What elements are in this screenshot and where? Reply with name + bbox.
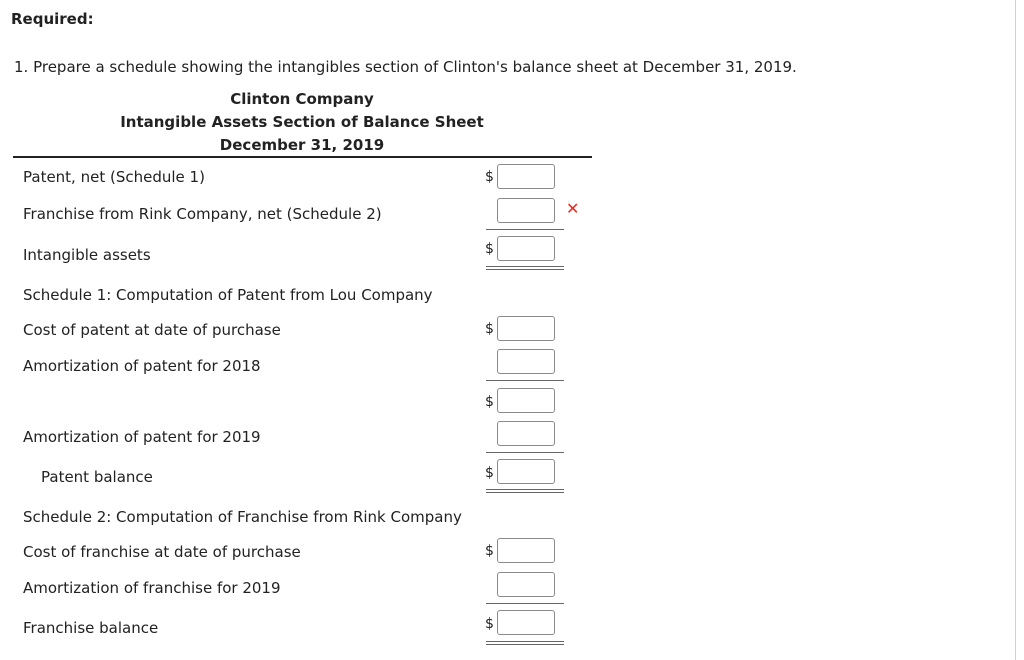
subtotal-line — [486, 603, 564, 604]
label-amort-patent-2018: Amortization of patent for 2018 — [23, 357, 261, 375]
amort-patent-2019-input[interactable] — [497, 421, 555, 446]
amort-franchise-2019-input[interactable] — [497, 572, 555, 597]
label-franchise-balance: Franchise balance — [23, 619, 159, 637]
label-franchise-net: Franchise from Rink Company, net (Schedule 2) — [23, 205, 382, 223]
amort-patent-2018-input[interactable] — [497, 349, 555, 374]
dollar-sign: $ — [485, 169, 494, 185]
label-amort-patent-2019: Amortization of patent for 2019 — [23, 428, 261, 446]
label-cost-franchise: Cost of franchise at date of purchase — [23, 543, 301, 561]
label-cost-patent: Cost of patent at date of purchase — [23, 321, 281, 339]
statement-date: December 31, 2019 — [219, 136, 385, 154]
instruction-text: 1. Prepare a schedule showing the intangibles section of Clinton's balance sheet at December 31, 2019. — [14, 58, 797, 76]
franchise-balance-input[interactable] — [497, 610, 555, 635]
patent-subtotal-input[interactable] — [497, 388, 555, 413]
header-rule — [13, 156, 592, 158]
subtotal-line — [486, 229, 564, 230]
dollar-sign: $ — [485, 616, 494, 632]
dollar-sign: $ — [485, 321, 494, 337]
page-right-border — [1015, 0, 1016, 660]
total-double-line — [486, 641, 564, 645]
dollar-sign: $ — [485, 241, 494, 257]
incorrect-x-icon: ✕ — [566, 199, 580, 218]
label-patent-balance: Patent balance — [41, 468, 153, 486]
total-double-line — [486, 489, 564, 493]
total-double-line — [486, 266, 564, 270]
schedule1-title: Schedule 1: Computation of Patent from Lou Company — [23, 286, 433, 304]
dollar-sign: $ — [485, 543, 494, 559]
required-heading: Required: — [11, 10, 94, 28]
label-amort-franchise-2019: Amortization of franchise for 2019 — [23, 579, 281, 597]
patent-net-input[interactable] — [497, 164, 555, 189]
schedule2-title: Schedule 2: Computation of Franchise from Rink Company — [23, 508, 462, 526]
cost-patent-input[interactable] — [497, 316, 555, 341]
dollar-sign: $ — [485, 394, 494, 410]
subtotal-line — [486, 380, 564, 381]
intangible-assets-input[interactable] — [497, 236, 555, 261]
patent-balance-input[interactable] — [497, 459, 555, 484]
subtotal-line — [486, 452, 564, 453]
label-patent-net: Patent, net (Schedule 1) — [23, 168, 205, 186]
company-name: Clinton Company — [230, 90, 374, 108]
label-intangible-assets: Intangible assets — [23, 246, 151, 264]
statement-title: Intangible Assets Section of Balance Sheet — [120, 113, 484, 131]
cost-franchise-input[interactable] — [497, 538, 555, 563]
dollar-sign: $ — [485, 465, 494, 481]
franchise-net-input[interactable] — [497, 198, 555, 223]
